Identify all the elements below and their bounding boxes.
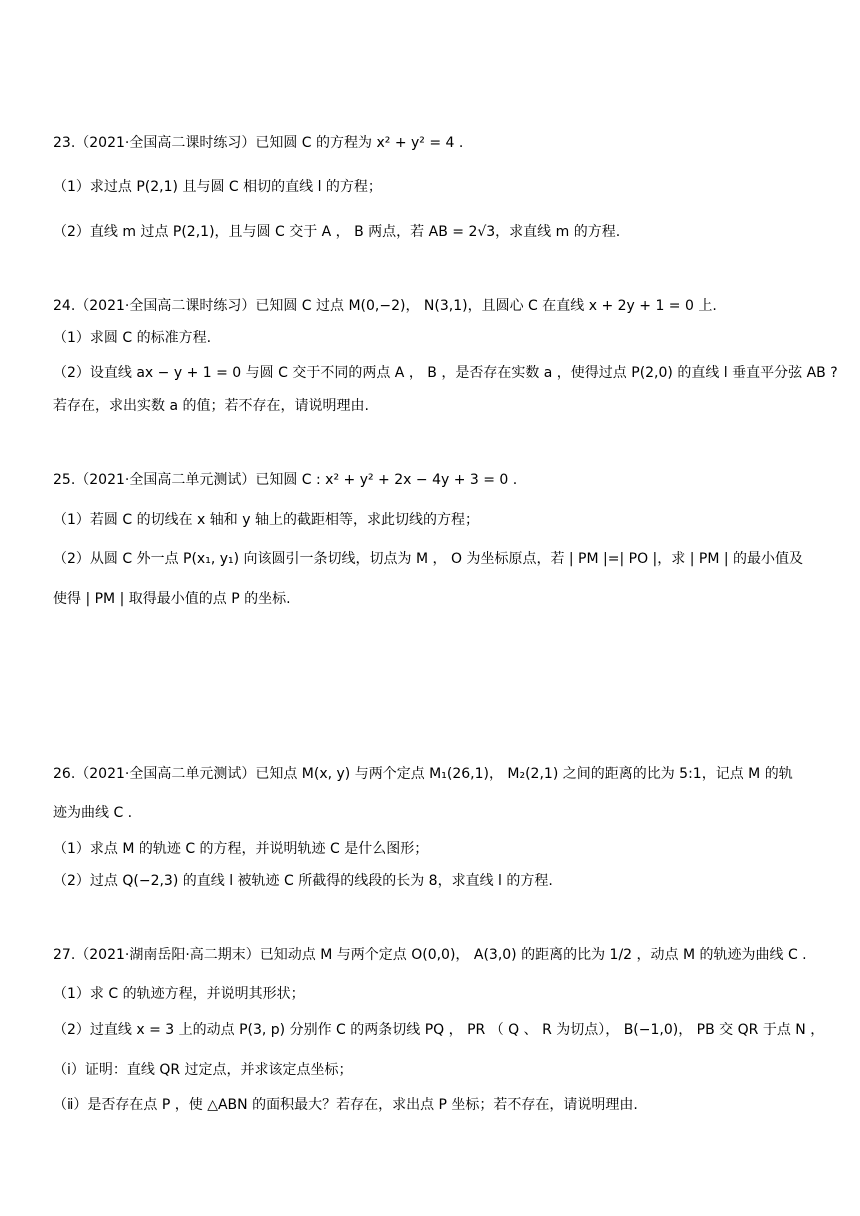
- q25-part1: （1）若圆 C 的切线在 x 轴和 y 轴上的截距相等，求此切线的方程；: [53, 512, 479, 528]
- q26-stem-cont: 迹为曲线 C .: [53, 805, 133, 821]
- q27-stem: 27.（2021·湖南岳阳·高二期末）已知动点 M 与两个定点 O(0,0)， A(3,0) 的距离的比为 1/2 ，动点 M 的轨迹为曲线 C .: [53, 947, 807, 963]
- q27-part2-i: （ⅰ）证明：直线 QR 过定点，并求该定点坐标；: [53, 1062, 353, 1078]
- q24-part1: （1）求圆 C 的标准方程.: [53, 330, 212, 346]
- q26-stem: 26.（2021·全国高二单元测试）已知点 M(x, y) 与两个定点 M₁(26,1)， M₂(2,1) 之间的距离的比为 5:1，记点 M 的轨: [53, 766, 793, 782]
- q27-part2: （2）过直线 x = 3 上的动点 P(3, p) 分别作 C 的两条切线 PQ ， PR （ Q 、 R 为切点）， B(−1,0)， PB 交 QR 于点 N ，: [53, 1022, 825, 1038]
- q24-part2: （2）设直线 ax − y + 1 = 0 与圆 C 交于不同的两点 A ， B ，是否存在实数 a ，使得过点 P(2,0) 的直线 l 垂直平分弦 AB ?: [53, 365, 838, 381]
- q26-part1: （1）求点 M 的轨迹 C 的方程，并说明轨迹 C 是什么图形；: [53, 841, 429, 857]
- q24-part2-cont: 若存在，求出实数 a 的值；若不存在，请说明理由.: [53, 398, 369, 414]
- q25-stem: 25.（2021·全国高二单元测试）已知圆 C : x² + y² + 2x − 4y + 3 = 0 .: [53, 472, 518, 488]
- q25-part2: （2）从圆 C 外一点 P(x₁, y₁) 向该圆引一条切线，切点为 M ， O 为坐标原点，若 | PM |=| PO |，求 | PM | 的最小值及: [53, 551, 804, 567]
- q27-part2-ii: （ⅱ）是否存在点 P ，使 △ABN 的面积最大？若存在，求出点 P 坐标；若不存在，请说明理由.: [53, 1097, 638, 1113]
- q26-part2: （2）过点 Q(−2,3) 的直线 l 被轨迹 C 所截得的线段的长为 8，求直线 l 的方程.: [53, 873, 553, 889]
- q23-stem: 23.（2021·全国高二课时练习）已知圆 C 的方程为 x² + y² = 4 .: [53, 135, 464, 151]
- q27-part1: （1）求 C 的轨迹方程，并说明其形状；: [53, 986, 305, 1002]
- q24-stem: 24.（2021·全国高二课时练习）已知圆 C 过点 M(0,−2)， N(3,1)，且圆心 C 在直线 x + 2y + 1 = 0 上.: [53, 298, 717, 314]
- q25-part2-cont: 使得 | PM | 取得最小值的点 P 的坐标.: [53, 591, 291, 607]
- q23-part2: （2）直线 m 过点 P(2,1)，且与圆 C 交于 A ， B 两点，若 AB = 2√3，求直线 m 的方程.: [53, 224, 621, 240]
- q23-part1: （1）求过点 P(2,1) 且与圆 C 相切的直线 l 的方程；: [53, 179, 382, 195]
